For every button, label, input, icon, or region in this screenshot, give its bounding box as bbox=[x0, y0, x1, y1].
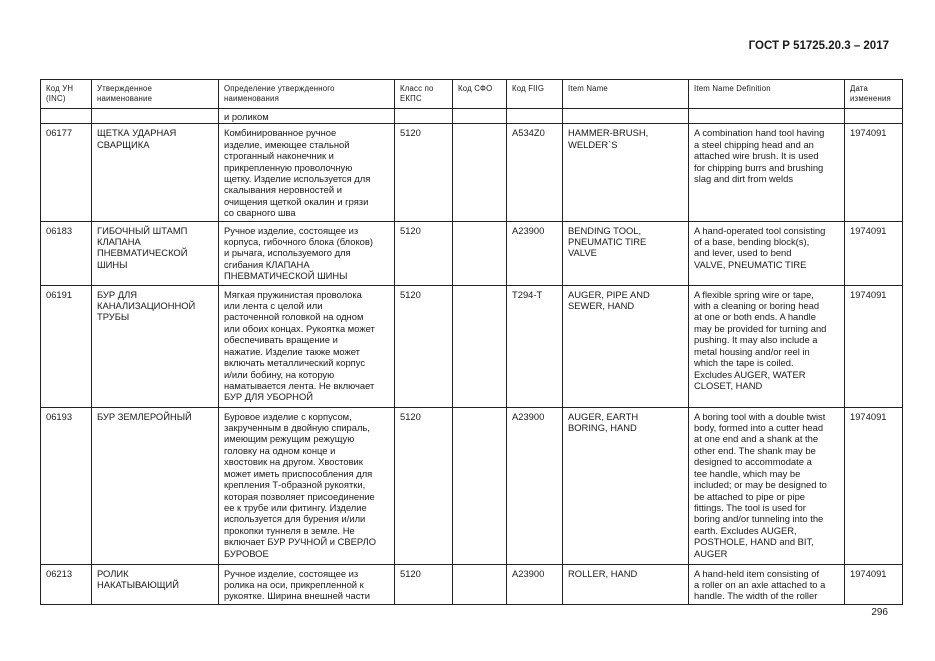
change-date: 1974091 bbox=[845, 564, 903, 604]
column-header: Класс по ЕКПС bbox=[395, 80, 453, 109]
column-header: Код FIIG bbox=[507, 80, 563, 109]
column-header: Утвержденное наименование bbox=[92, 80, 219, 109]
sfo-code bbox=[453, 407, 507, 564]
change-date: 1974091 bbox=[845, 221, 903, 285]
item-name-definition: A flexible spring wire or tape, with a cleaning or boring head at one or both ends. A handle may be provided for turning and pushing. It may also include a metal housing and/or reel in which the tape is coiled. Excludes AUGER, WATER CLOSET, HAND bbox=[689, 285, 845, 407]
item-name-definition: A combination hand tool having a steel chipping head and an attached wire brush. It is used for chipping burrs and brushing slag and dirt from welds bbox=[689, 124, 845, 221]
name-definition: Комбинированное ручное изделие, имеющее стальной строганный наконечник и прикрепленную проволочную щетку. Изделие используется для скалывания неровностей и очищения щеткой окалин и грязи со сварного шва bbox=[219, 124, 395, 221]
approved-name: БУР ЗЕМЛЕРОЙНЫЙ bbox=[92, 407, 219, 564]
item-name: HAMMER-BRUSH, WELDER`S bbox=[563, 124, 689, 221]
column-header: Код СФО bbox=[453, 80, 507, 109]
item-name: AUGER, PIPE AND SEWER, HAND bbox=[563, 285, 689, 407]
sfo-code bbox=[453, 285, 507, 407]
class-code: 5120 bbox=[395, 407, 453, 564]
table-row bbox=[41, 124, 903, 221]
column-header: Item Name bbox=[563, 80, 689, 109]
class-code: 5120 bbox=[395, 124, 453, 221]
inc-code: 06193 bbox=[41, 407, 92, 564]
item-name: AUGER, EARTH BORING, HAND bbox=[563, 407, 689, 564]
class-code: 5120 bbox=[395, 221, 453, 285]
fiig-code: T294-T bbox=[507, 285, 563, 407]
item-name-definition: A hand-held item consisting of a roller on an axle attached to a handle. The width of the roller bbox=[689, 564, 845, 604]
page-number: 296 bbox=[871, 607, 888, 618]
inc-code: 06191 bbox=[41, 285, 92, 407]
change-date: 1974091 bbox=[845, 285, 903, 407]
item-name: BENDING TOOL, PNEUMATIC TIRE VALVE bbox=[563, 221, 689, 285]
column-header: Item Name Definition bbox=[689, 80, 845, 109]
approved-name: ЩЕТКА УДАРНАЯ СВАРЩИКА bbox=[92, 124, 219, 221]
inc-code: 06213 bbox=[41, 564, 92, 604]
change-date: 1974091 bbox=[845, 124, 903, 221]
fiig-code: A23900 bbox=[507, 564, 563, 604]
inc-code: 06177 bbox=[41, 124, 92, 221]
name-definition: Ручное изделие, состоящее из корпуса, гибочного блока (блоков) и рычага, используемого для сгибания КЛАПАНА ПНЕВМАТИЧЕСКОЙ ШИНЫ bbox=[219, 221, 395, 285]
fiig-code: A534Z0 bbox=[507, 124, 563, 221]
class-code: 5120 bbox=[395, 564, 453, 604]
catalog-table bbox=[40, 79, 903, 605]
column-header: Код УН (INC) bbox=[41, 80, 92, 109]
name-definition: Мягкая пружинистая проволока или лента с целой или расточенной головкой на одном или обоих концах. Рукоятка может обеспечивать вращение и нажатие. Изделие также может включать металлический корпус и/или бобину, на которую наматывается лента. Не включает БУР ДЛЯ УБОРНОЙ bbox=[219, 285, 395, 407]
fiig-code: A23900 bbox=[507, 407, 563, 564]
table-row bbox=[41, 221, 903, 285]
class-code: 5120 bbox=[395, 285, 453, 407]
name-definition: Буровое изделие с корпусом, закрученным в двойную спираль, имеющим режущим режущую головку на одном конце и хвостовик на другом. Хвостовик может иметь приспособления для крепления Т-образной рукоятки, которая позволяет присоединение ее к трубе или фитингу. Изделие используется для бурения и/или прокопки туннеля в земле. Не включает БУР РУЧНОЙ и СВЕРЛО БУРОВОЕ bbox=[219, 407, 395, 564]
continuation-text: и роликом bbox=[219, 109, 395, 124]
table-row bbox=[41, 564, 903, 604]
approved-name: ГИБОЧНЫЙ ШТАМП КЛАПАНА ПНЕВМАТИЧЕСКОЙ ШИНЫ bbox=[92, 221, 219, 285]
table-row bbox=[41, 285, 903, 407]
item-name-definition: A boring tool with a double twist body, formed into a cutter head at one end and a shank at the other end. The shank may be designed to accommodate a tee handle, which may be included; or may be designed to be attached to pipe or pipe fittings. The tool is used for boring and/or tunneling into the earth. Excludes AUGER, POSTHOLE, HAND and BIT, AUGER bbox=[689, 407, 845, 564]
sfo-code bbox=[453, 221, 507, 285]
continuation-row bbox=[41, 109, 903, 124]
approved-name: БУР ДЛЯ КАНАЛИЗАЦИОННОЙ ТРУБЫ bbox=[92, 285, 219, 407]
name-definition: Ручное изделие, состоящее из ролика на оси, прикрепленной к рукоятке. Ширина внешней части bbox=[219, 564, 395, 604]
table-header-row bbox=[41, 80, 903, 109]
inc-code: 06183 bbox=[41, 221, 92, 285]
approved-name: РОЛИК НАКАТЫВАЮЩИЙ bbox=[92, 564, 219, 604]
fiig-code: A23900 bbox=[507, 221, 563, 285]
item-name-definition: A hand-operated tool consisting of a base, bending block(s), and lever, used to bend VALVE, PNEUMATIC TIRE bbox=[689, 221, 845, 285]
column-header: Определение утвержденного наименования bbox=[219, 80, 395, 109]
sfo-code bbox=[453, 124, 507, 221]
sfo-code bbox=[453, 564, 507, 604]
table-row bbox=[41, 407, 903, 564]
column-header: Дата изменения bbox=[845, 80, 903, 109]
standard-code: ГОСТ Р 51725.20.3 – 2017 bbox=[748, 40, 889, 52]
change-date: 1974091 bbox=[845, 407, 903, 564]
item-name: ROLLER, HAND bbox=[563, 564, 689, 604]
